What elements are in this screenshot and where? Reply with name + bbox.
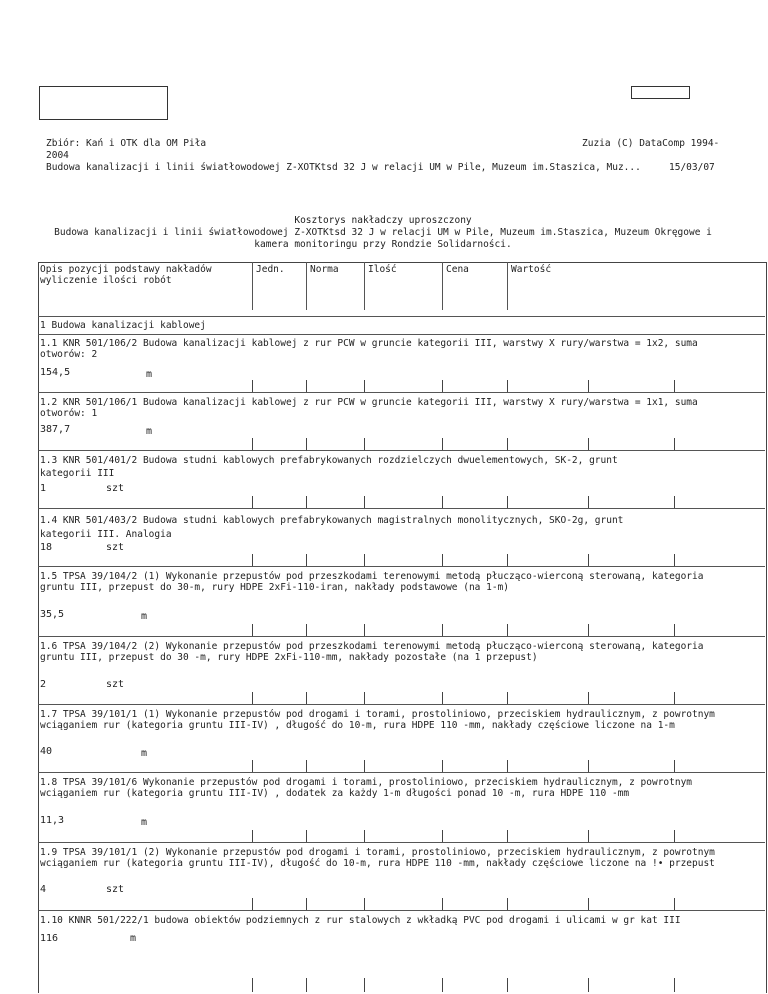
column-tick <box>442 624 443 636</box>
title-line-1: Kosztorys nakładczy uproszczony <box>294 215 472 226</box>
column-tick <box>252 496 253 508</box>
item-desc-line2: gruntu III, przepust do 30-m, rury HDPE 2xFi-110-iran, nakłady podstawowe (na 1-m) <box>40 582 509 593</box>
column-tick <box>674 624 675 636</box>
row-divider <box>38 508 765 509</box>
column-tick <box>588 830 589 842</box>
column-tick <box>442 380 443 392</box>
item-unit: m <box>130 933 137 944</box>
item-desc-line2: otworów: 2 <box>40 349 98 360</box>
row-divider <box>38 704 765 705</box>
column-tick <box>588 496 589 508</box>
column-tick <box>306 978 307 992</box>
col-opis-sub: wyliczenie ilości robót <box>40 275 172 286</box>
column-tick <box>507 898 508 910</box>
row-divider <box>38 392 765 393</box>
column-tick <box>674 978 675 992</box>
item-desc-line2: gruntu III, przepust do 30 -m, rury HDPE 2xFi-110-mm, nakłady pozostałe (na 1 przepust) <box>40 652 538 663</box>
col-opis: Opis pozycji podstawy nakładów <box>40 264 212 275</box>
item-desc-line2: wciąganiem rur (kategoria gruntu III-IV) , długość do 10-m, rura HDPE 110 -mm, nakłady częściowe liczone na 1-m <box>40 720 675 731</box>
project-subject: Budowa kanalizacji i linii światłowodowej Z-XOTKtsd 32 J w relacji UM w Pile, Muzeum im.Staszica, Muz... <box>46 162 641 173</box>
item-desc-line2: wciąganiem rur (kategoria gruntu III-IV) , dodatek za każdy 1-m długości ponad 10 -m, rura HDPE 110 -mm <box>40 788 630 799</box>
row-divider <box>38 316 765 317</box>
column-tick <box>364 830 365 842</box>
column-tick <box>252 978 253 992</box>
section-title: 1 Budowa kanalizacji kablowej <box>40 320 206 331</box>
row-divider <box>38 450 765 451</box>
column-tick <box>588 438 589 450</box>
item-quantity: 1 <box>40 483 47 494</box>
column-tick <box>507 692 508 704</box>
column-tick <box>674 898 675 910</box>
item-desc-line1: 1.10 KNNR 501/222/1 budowa obiektów podziemnych z rur stalowych z wkładką PVC pod drogami i ulicami w gr kat III <box>40 915 681 926</box>
column-tick <box>306 830 307 842</box>
column-tick <box>252 554 253 566</box>
column-tick <box>252 380 253 392</box>
column-tick <box>442 978 443 992</box>
column-tick <box>364 554 365 566</box>
column-tick <box>252 760 253 772</box>
column-tick <box>588 380 589 392</box>
item-unit: m <box>141 611 148 622</box>
title-line-2: Budowa kanalizacji i linii światłowodowej Z-XOTKtsd 32 J w relacji UM w Pile, Muzeum im.Staszica, Muzeum Okręgowe i <box>54 227 712 238</box>
column-tick <box>507 830 508 842</box>
column-tick <box>507 380 508 392</box>
item-unit: m <box>146 426 153 437</box>
item-unit: szt <box>106 679 125 690</box>
stamp-box-left <box>39 86 168 120</box>
item-unit: m <box>141 748 148 759</box>
column-tick <box>588 898 589 910</box>
column-tick <box>674 830 675 842</box>
column-tick <box>674 692 675 704</box>
item-desc-line2: otworów: 1 <box>40 408 98 419</box>
item-quantity: 11,3 <box>40 815 65 826</box>
column-tick <box>306 554 307 566</box>
column-tick <box>306 438 307 450</box>
column-tick <box>507 624 508 636</box>
col-sep <box>364 262 365 310</box>
column-tick <box>588 692 589 704</box>
row-divider <box>38 566 765 567</box>
stamp-box-right <box>631 86 690 99</box>
row-divider <box>38 910 765 911</box>
document-date: 15/03/07 <box>669 162 715 173</box>
column-tick <box>674 760 675 772</box>
column-tick <box>588 978 589 992</box>
column-tick <box>442 554 443 566</box>
item-desc-line2: kategorii III <box>40 468 115 479</box>
col-norma: Norma <box>310 264 339 275</box>
item-unit: szt <box>106 884 125 895</box>
title-line-3: kamera monitoringu przy Rondzie Solidarności. <box>254 239 512 250</box>
col-sep <box>306 262 307 310</box>
column-tick <box>252 898 253 910</box>
col-cena: Cena <box>446 264 469 275</box>
item-desc-line1: 1.8 TPSA 39/101/6 Wykonanie przepustów pod drogami i torami, prostoliniowo, przeciskiem hydraulicznym, z powrotnym <box>40 777 693 788</box>
column-tick <box>442 898 443 910</box>
column-tick <box>252 624 253 636</box>
column-tick <box>252 438 253 450</box>
row-divider <box>38 772 765 773</box>
column-tick <box>674 438 675 450</box>
column-tick <box>442 760 443 772</box>
item-unit: m <box>146 369 153 380</box>
column-tick <box>674 554 675 566</box>
column-tick <box>364 380 365 392</box>
column-tick <box>306 380 307 392</box>
column-tick <box>588 624 589 636</box>
software-year: 2004 <box>46 150 69 161</box>
item-desc-line1: 1.9 TPSA 39/101/1 (2) Wykonanie przepustów pod drogami i torami, prostoliniowo, przeciskiem hydraulicznym, z powrotnym <box>40 847 715 858</box>
column-tick <box>306 692 307 704</box>
col-sep <box>252 262 253 310</box>
item-quantity: 35,5 <box>40 609 65 620</box>
column-tick <box>306 496 307 508</box>
column-tick <box>674 496 675 508</box>
col-ilosc: Ilość <box>368 264 397 275</box>
column-tick <box>507 978 508 992</box>
column-tick <box>306 760 307 772</box>
item-desc-line1: 1.3 KNR 501/401/2 Budowa studni kablowych prefabrykowanych rozdzielczych dwuelementowych, SK-2, grunt <box>40 455 618 466</box>
item-unit: szt <box>106 542 125 553</box>
column-tick <box>507 554 508 566</box>
software-credit: Zuzia (C) DataComp 1994- <box>582 138 720 149</box>
column-tick <box>507 760 508 772</box>
item-quantity: 154,5 <box>40 367 71 378</box>
item-quantity: 387,7 <box>40 424 71 435</box>
column-tick <box>674 380 675 392</box>
column-tick <box>507 438 508 450</box>
item-desc-line1: 1.2 KNR 501/106/1 Budowa kanalizacji kablowej z rur PCW w gruncie kategorii III, warstwy X rury/warstwa = 1x1, suma <box>40 397 698 408</box>
item-quantity: 2 <box>40 679 47 690</box>
row-divider <box>38 334 765 335</box>
column-tick <box>252 830 253 842</box>
item-quantity: 4 <box>40 884 47 895</box>
column-tick <box>364 624 365 636</box>
column-tick <box>364 978 365 992</box>
col-sep <box>507 262 508 310</box>
col-jedn: Jedn. <box>256 264 285 275</box>
column-tick <box>507 496 508 508</box>
column-tick <box>364 692 365 704</box>
row-divider <box>38 842 765 843</box>
collection-label: Zbiór: Kań i OTK dla OM Piła <box>46 138 207 149</box>
item-quantity: 40 <box>40 746 53 757</box>
item-unit: szt <box>106 483 125 494</box>
column-tick <box>306 624 307 636</box>
column-tick <box>306 898 307 910</box>
col-wartosc: Wartość <box>511 264 552 275</box>
column-tick <box>442 438 443 450</box>
item-quantity: 18 <box>40 542 53 553</box>
item-desc-line1: 1.7 TPSA 39/101/1 (1) Wykonanie przepustów pod drogami i torami, prostoliniowo, przeciskiem hydraulicznym, z powrotnym <box>40 709 715 720</box>
item-desc-line2: kategorii III. Analogia <box>40 529 172 540</box>
column-tick <box>588 760 589 772</box>
column-tick <box>588 554 589 566</box>
column-tick <box>442 830 443 842</box>
item-desc-line1: 1.4 KNR 501/403/2 Budowa studni kablowych prefabrykowanych magistralnych monolitycznych, SKO-2g, grunt <box>40 515 624 526</box>
column-tick <box>364 898 365 910</box>
column-tick <box>252 692 253 704</box>
col-sep <box>442 262 443 310</box>
column-tick <box>442 496 443 508</box>
item-quantity: 116 <box>40 933 59 944</box>
column-tick <box>364 438 365 450</box>
item-desc-line1: 1.5 TPSA 39/104/2 (1) Wykonanie przepustów pod przeszkodami terenowymi metodą płucząco-wierconą sterowaną, kategoria <box>40 571 704 582</box>
item-desc-line2: wciąganiem rur (kategoria gruntu III-IV), długość do 10-m, rura HDPE 110 -mm, nakłady częściowe liczone na !• przepust <box>40 858 715 869</box>
item-unit: m <box>141 817 148 828</box>
item-desc-line1: 1.1 KNR 501/106/2 Budowa kanalizacji kablowej z rur PCW w gruncie kategorii III, warstwy X rury/warstwa = 1x2, suma <box>40 338 698 349</box>
column-tick <box>364 496 365 508</box>
row-divider <box>38 636 765 637</box>
column-tick <box>442 692 443 704</box>
column-tick <box>364 760 365 772</box>
item-desc-line1: 1.6 TPSA 39/104/2 (2) Wykonanie przepustów pod przeszkodami terenowymi metodą płucząco-wierconą sterowaną, kategoria <box>40 641 704 652</box>
